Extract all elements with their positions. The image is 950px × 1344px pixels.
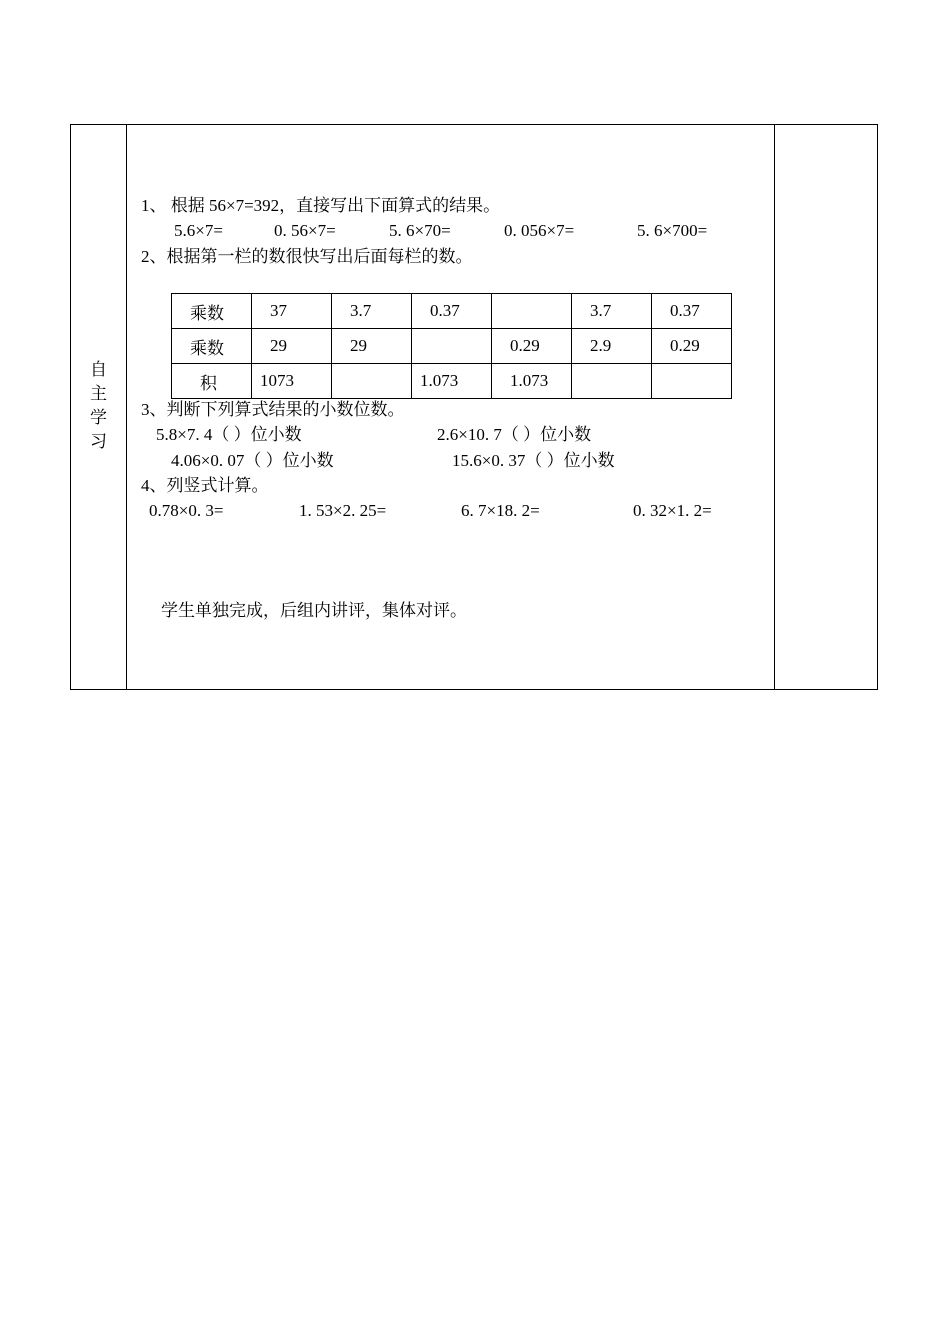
- multiplication-grid: [171, 293, 732, 399]
- question-1-title: 1、 根据 56×7=392，直接写出下面算式的结果。: [141, 196, 501, 215]
- question-1-item: 0. 56×7=: [274, 221, 336, 240]
- section-label-char: 习: [90, 432, 107, 451]
- lesson-table: [70, 124, 878, 690]
- question-4-title: 4、列竖式计算。: [141, 476, 269, 495]
- question-1-item: 5.6×7=: [174, 221, 223, 240]
- column-divider-left: [126, 125, 127, 689]
- table-row: [172, 364, 732, 399]
- table-cell: 0.29: [492, 329, 572, 364]
- question-3-item: 2.6×10. 7（ ）位小数: [437, 425, 592, 444]
- table-cell: 29: [332, 329, 412, 364]
- table-cell: 乘数: [172, 294, 252, 329]
- question-4-item: 0. 32×1. 2=: [633, 501, 712, 520]
- column-divider-right: [774, 125, 775, 689]
- question-1-item: 5. 6×700=: [637, 221, 708, 240]
- table-cell: 0.37: [652, 294, 732, 329]
- question-3-item: 5.8×7. 4（ ）位小数: [156, 425, 302, 444]
- table-cell: 乘数: [172, 329, 252, 364]
- section-label-char: 自: [90, 360, 107, 379]
- table-cell: 0.37: [412, 294, 492, 329]
- question-4-item: 0.78×0. 3=: [149, 501, 224, 520]
- table-cell: [412, 329, 492, 364]
- section-label-column: [71, 125, 126, 689]
- question-4-item: 6. 7×18. 2=: [461, 501, 540, 520]
- table-cell: 1.073: [492, 364, 572, 399]
- question-3-title: 3、判断下列算式结果的小数位数。: [141, 400, 405, 419]
- question-4-item: 1. 53×2. 25=: [299, 501, 387, 520]
- question-1-item: 5. 6×70=: [389, 221, 451, 240]
- table-cell: [572, 364, 652, 399]
- section-label-char: 主: [90, 384, 107, 403]
- question-2-title: 2、根据第一栏的数很快写出后面每栏的数。: [141, 247, 473, 266]
- table-cell: 29: [252, 329, 332, 364]
- question-1-item: 0. 056×7=: [504, 221, 575, 240]
- table-cell: [492, 294, 572, 329]
- table-cell: 3.7: [332, 294, 412, 329]
- question-3-item: 4.06×0. 07（ ）位小数: [171, 451, 334, 470]
- table-cell: 2.9: [572, 329, 652, 364]
- table-cell: [332, 364, 412, 399]
- question-3-item: 15.6×0. 37（ ）位小数: [452, 451, 615, 470]
- table-cell: 0.29: [652, 329, 732, 364]
- teaching-note: 学生单独完成，后组内讲评，集体对评。: [161, 601, 467, 620]
- table-cell: 积: [172, 364, 252, 399]
- table-row: [172, 294, 732, 329]
- table-cell: 3.7: [572, 294, 652, 329]
- section-label-char: 学: [90, 408, 107, 427]
- table-cell: 37: [252, 294, 332, 329]
- table-cell: 1073: [252, 364, 332, 399]
- table-row: [172, 329, 732, 364]
- table-cell: [652, 364, 732, 399]
- table-cell: 1.073: [412, 364, 492, 399]
